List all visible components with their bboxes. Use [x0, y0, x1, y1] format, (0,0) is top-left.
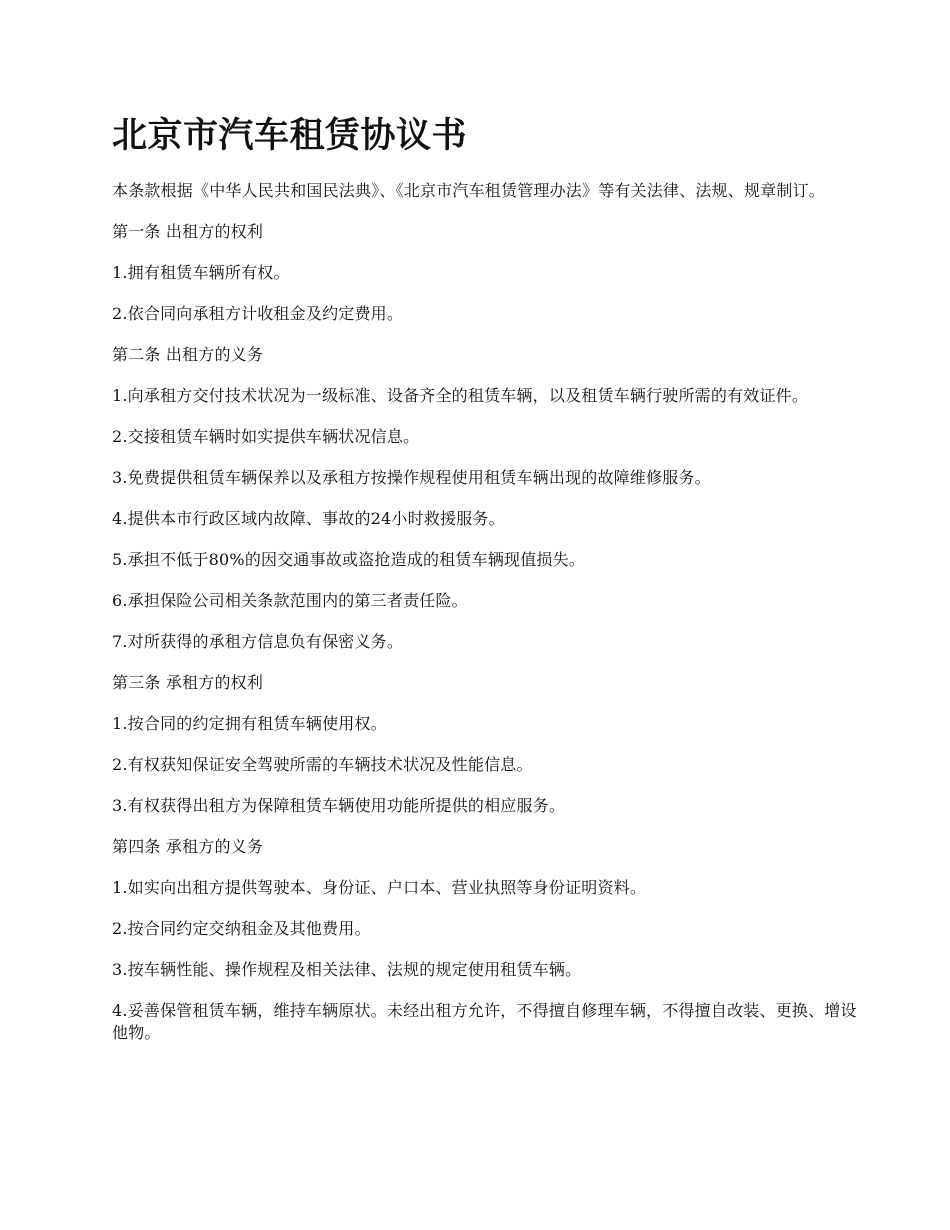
article-4-item-3: 3.按车辆性能、操作规程及相关法律、法规的规定使用租赁车辆。: [112, 960, 582, 979]
article-3-item-1: 1.按合同的约定拥有租赁车辆使用权。: [112, 714, 387, 733]
article-1-heading: 第一条 出租方的权利: [112, 222, 264, 241]
article-4-item-1: 1.如实向出租方提供驾驶本、身份证、户口本、营业执照等身份证明资料。: [112, 878, 647, 897]
article-2-heading: 第二条 出租方的义务: [112, 345, 264, 364]
intro-paragraph: 本条款根据《中华人民共和国民法典》、《北京市汽车租赁管理办法》等有关法律、法规、规章制订。: [112, 181, 826, 200]
article-2-item-1: 1.向承租方交付技术状况为一级标准、设备齐全的租赁车辆，以及租赁车辆行驶所需的有效证件。: [112, 386, 809, 405]
article-3-heading: 第三条 承租方的权利: [112, 673, 264, 692]
article-4-item-2: 2.按合同约定交纳租金及其他费用。: [112, 919, 371, 938]
article-2-item-3: 3.免费提供租赁车辆保养以及承租方按操作规程使用租赁车辆出现的故障维修服务。: [112, 468, 711, 487]
document-title: 北京市汽车租赁协议书: [112, 115, 468, 156]
article-2-item-2: 2.交接租赁车辆时如实提供车辆状况信息。: [112, 427, 420, 446]
article-1-item-2: 2.依合同向承租方计收租金及约定费用。: [112, 304, 404, 323]
article-3-item-2: 2.有权获知保证安全驾驶所需的车辆技术状况及性能信息。: [112, 755, 533, 774]
article-2-item-7: 7.对所获得的承租方信息负有保密义务。: [112, 632, 404, 651]
article-2-item-4: 4.提供本市行政区域内故障、事故的24小时救援服务。: [112, 509, 505, 528]
article-4-item-4: 4.妥善保管租赁车辆，维持车辆原状。未经出租方允许，不得擅自修理车辆，不得擅自改装、更换、增设他物。: [112, 1001, 857, 1042]
article-2-item-6: 6.承担保险公司相关条款范围内的第三者责任险。: [112, 591, 468, 610]
article-3-item-3: 3.有权获得出租方为保障租赁车辆使用功能所提供的相应服务。: [112, 796, 566, 815]
document-body: [112, 180, 857, 1063]
article-2-item-5: 5.承担不低于80%的因交通事故或盗抢造成的租赁车辆现值损失。: [112, 550, 586, 569]
article-1-item-1: 1.拥有租赁车辆所有权。: [112, 263, 290, 282]
article-4-heading: 第四条 承租方的义务: [112, 837, 264, 856]
